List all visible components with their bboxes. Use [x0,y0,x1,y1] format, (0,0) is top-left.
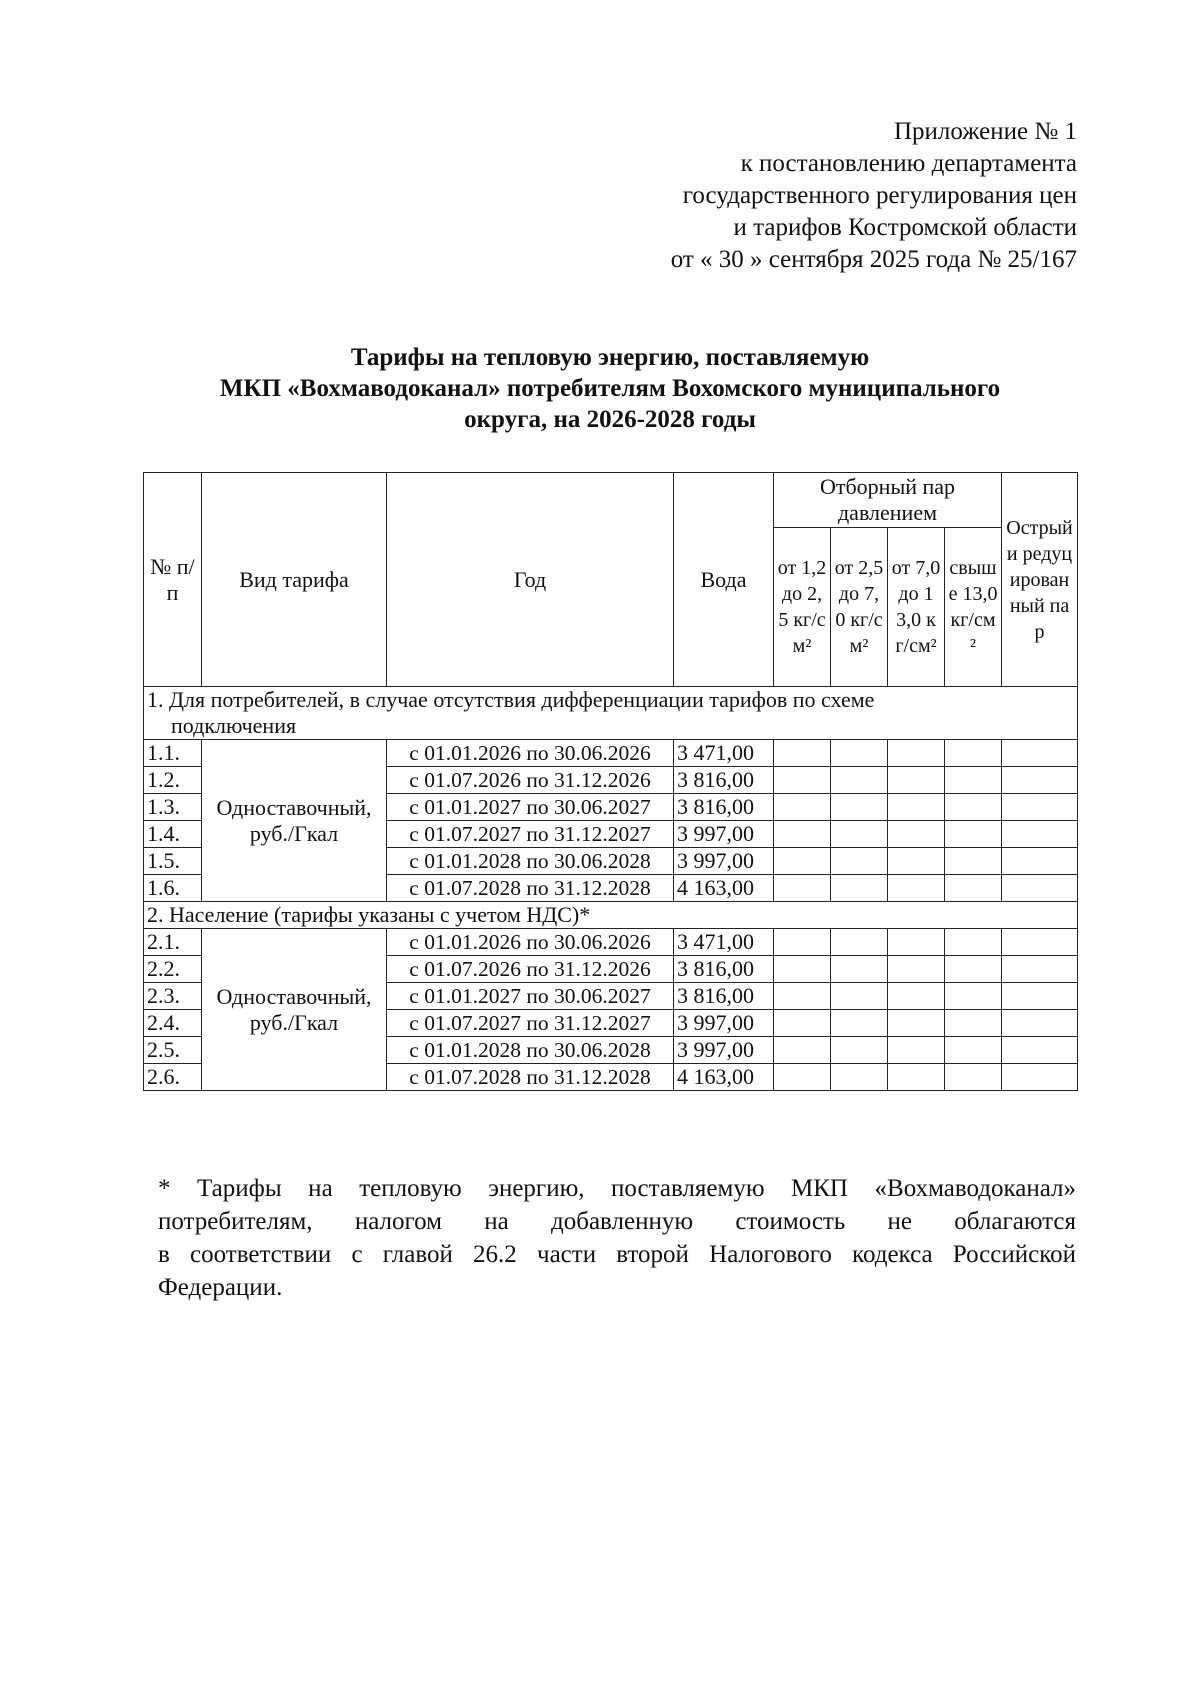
water-value: 3 816,00 [674,956,774,983]
section-row [144,687,1078,740]
empty-cell [945,1064,1002,1091]
col-header-steam-1: от 1,2 до 2,5 кг/см² [774,528,831,687]
water-value: 3 816,00 [674,983,774,1010]
row-number: 2.1. [144,929,202,956]
footnote-line-4: Федерации. [158,1274,283,1301]
period-cell: с 01.01.2027 по 30.06.2027 [387,794,674,821]
empty-cell [1002,1037,1078,1064]
empty-cell [831,740,888,767]
empty-cell [774,794,831,821]
empty-cell [945,875,1002,902]
period-cell: с 01.07.2027 по 31.12.2027 [387,821,674,848]
empty-cell [1002,767,1078,794]
col-header-steam-3: от 7,0 до 13,0 кг/см² [888,528,945,687]
empty-cell [1002,1064,1078,1091]
period-cell: с 01.07.2026 по 31.12.2026 [387,956,674,983]
empty-cell [1002,740,1078,767]
empty-cell [1002,794,1078,821]
title-line-2: МКП «Вохмаводоканал» потребителям Вохомского муниципального [219,375,1001,402]
col-header-water: Вода [674,473,774,687]
col-header-steam-4: свыше 13,0 кг/см² [945,528,1002,687]
empty-cell [888,740,945,767]
empty-cell [831,875,888,902]
empty-cell [831,767,888,794]
empty-cell [945,956,1002,983]
empty-cell [774,821,831,848]
empty-cell [888,1037,945,1064]
empty-cell [774,929,831,956]
tariff-type-line-1: Одноставочный, [216,983,372,1009]
empty-cell [1002,821,1078,848]
col-header-sharp-steam: Острый и редуцированный пар [1002,473,1078,687]
tariff-type-line-2: руб./Гкал [249,1009,339,1035]
empty-cell [945,767,1002,794]
water-value: 3 816,00 [674,794,774,821]
empty-cell [888,983,945,1010]
empty-cell [1002,956,1078,983]
water-value: 3 471,00 [674,929,774,956]
tariff-type-cell [202,740,387,902]
water-value: 4 163,00 [674,875,774,902]
table-row [144,740,1078,767]
table-row [144,929,1078,956]
tariff-type-cell [202,929,387,1091]
col-header-tariff-type: Вид тарифа [202,473,387,687]
period-cell: с 01.07.2027 по 31.12.2027 [387,1010,674,1037]
period-cell: с 01.01.2028 по 30.06.2028 [387,848,674,875]
empty-cell [945,1037,1002,1064]
row-number: 2.5. [144,1037,202,1064]
period-cell: с 01.07.2028 по 31.12.2028 [387,875,674,902]
empty-cell [888,794,945,821]
empty-cell [945,929,1002,956]
empty-cell [831,1064,888,1091]
appendix-department-line: государственного регулирования цен [682,182,1077,209]
section-2-title: 2. Население (тарифы указаны с учетом НДС)* [144,902,1078,929]
period-cell: с 01.01.2026 по 30.06.2026 [387,740,674,767]
empty-cell [888,848,945,875]
empty-cell [888,1064,945,1091]
appendix-date-number: от « 30 » сентября 2025 года № 25/167 [670,246,1077,273]
col-header-year: Год [387,473,674,687]
empty-cell [1002,1010,1078,1037]
water-value: 3 997,00 [674,821,774,848]
title-line-3: округа, на 2026-2028 годы [464,406,756,433]
empty-cell [888,875,945,902]
footnote-line-3: в соответствии с главой 26.2 части второй Налогового кодекса Российской [158,1241,1076,1268]
row-number: 2.2. [144,956,202,983]
vat-footnote [158,1172,1076,1304]
tariff-type-line-1: Одноставочный, [216,794,372,820]
row-number: 2.3. [144,983,202,1010]
appendix-number: Приложение № 1 [893,118,1077,145]
empty-cell [1002,848,1078,875]
row-number: 1.2. [144,767,202,794]
period-cell: с 01.07.2028 по 31.12.2028 [387,1064,674,1091]
col-header-steam-group: Отборный пар давлением [774,473,1002,528]
empty-cell [888,956,945,983]
row-number: 2.6. [144,1064,202,1091]
appendix-region-line: и тарифов Костромской области [733,214,1077,241]
row-number: 1.3. [144,794,202,821]
water-value: 3 997,00 [674,848,774,875]
empty-cell [831,956,888,983]
empty-cell [945,740,1002,767]
section-1-title [144,687,1078,740]
footnote-line-1: * Тарифы на тепловую энергию, поставляемую МКП «Вохмаводоканал» [158,1175,1076,1202]
empty-cell [774,740,831,767]
header-row-1 [144,473,1078,528]
empty-cell [945,821,1002,848]
empty-cell [831,1037,888,1064]
col-header-steam-2: от 2,5 до 7,0 кг/см² [831,528,888,687]
empty-cell [1002,983,1078,1010]
empty-cell [774,1037,831,1064]
section-1-title-line-2: подключения [171,713,297,738]
period-cell: с 01.01.2027 по 30.06.2027 [387,983,674,1010]
appendix-header [671,116,1077,276]
water-value: 3 997,00 [674,1037,774,1064]
empty-cell [888,767,945,794]
empty-cell [945,848,1002,875]
empty-cell [1002,929,1078,956]
empty-cell [774,1064,831,1091]
empty-cell [774,848,831,875]
document-title [140,342,1080,435]
water-value: 3 816,00 [674,767,774,794]
tariff-type-line-2: руб./Гкал [249,820,339,846]
empty-cell [945,983,1002,1010]
empty-cell [774,983,831,1010]
section-row [144,902,1078,929]
row-number: 1.6. [144,875,202,902]
row-number: 1.1. [144,740,202,767]
empty-cell [888,1010,945,1037]
empty-cell [831,794,888,821]
empty-cell [831,821,888,848]
empty-cell [774,875,831,902]
row-number: 1.5. [144,848,202,875]
period-cell: с 01.07.2026 по 31.12.2026 [387,767,674,794]
appendix-resolution-line: к постановлению департамента [740,150,1077,177]
tariffs-table [143,472,1078,1091]
water-value: 4 163,00 [674,1064,774,1091]
water-value: 3 471,00 [674,740,774,767]
row-number: 1.4. [144,821,202,848]
empty-cell [888,929,945,956]
empty-cell [888,821,945,848]
empty-cell [831,848,888,875]
empty-cell [831,929,888,956]
empty-cell [945,794,1002,821]
footnote-line-2: потребителям, налогом на добавленную стоимость не облагаются [158,1208,1076,1235]
empty-cell [831,983,888,1010]
row-number: 2.4. [144,1010,202,1037]
empty-cell [774,767,831,794]
empty-cell [774,956,831,983]
title-line-1: Тарифы на тепловую энергию, поставляемую [350,344,870,371]
empty-cell [774,1010,831,1037]
water-value: 3 997,00 [674,1010,774,1037]
empty-cell [831,1010,888,1037]
col-header-num: № п/п [144,473,202,687]
empty-cell [945,1010,1002,1037]
period-cell: с 01.01.2028 по 30.06.2028 [387,1037,674,1064]
empty-cell [1002,875,1078,902]
period-cell: с 01.01.2026 по 30.06.2026 [387,929,674,956]
section-1-title-line-1: 1. Для потребителей, в случае отсутствия дифференциации тарифов по схеме [147,687,875,712]
